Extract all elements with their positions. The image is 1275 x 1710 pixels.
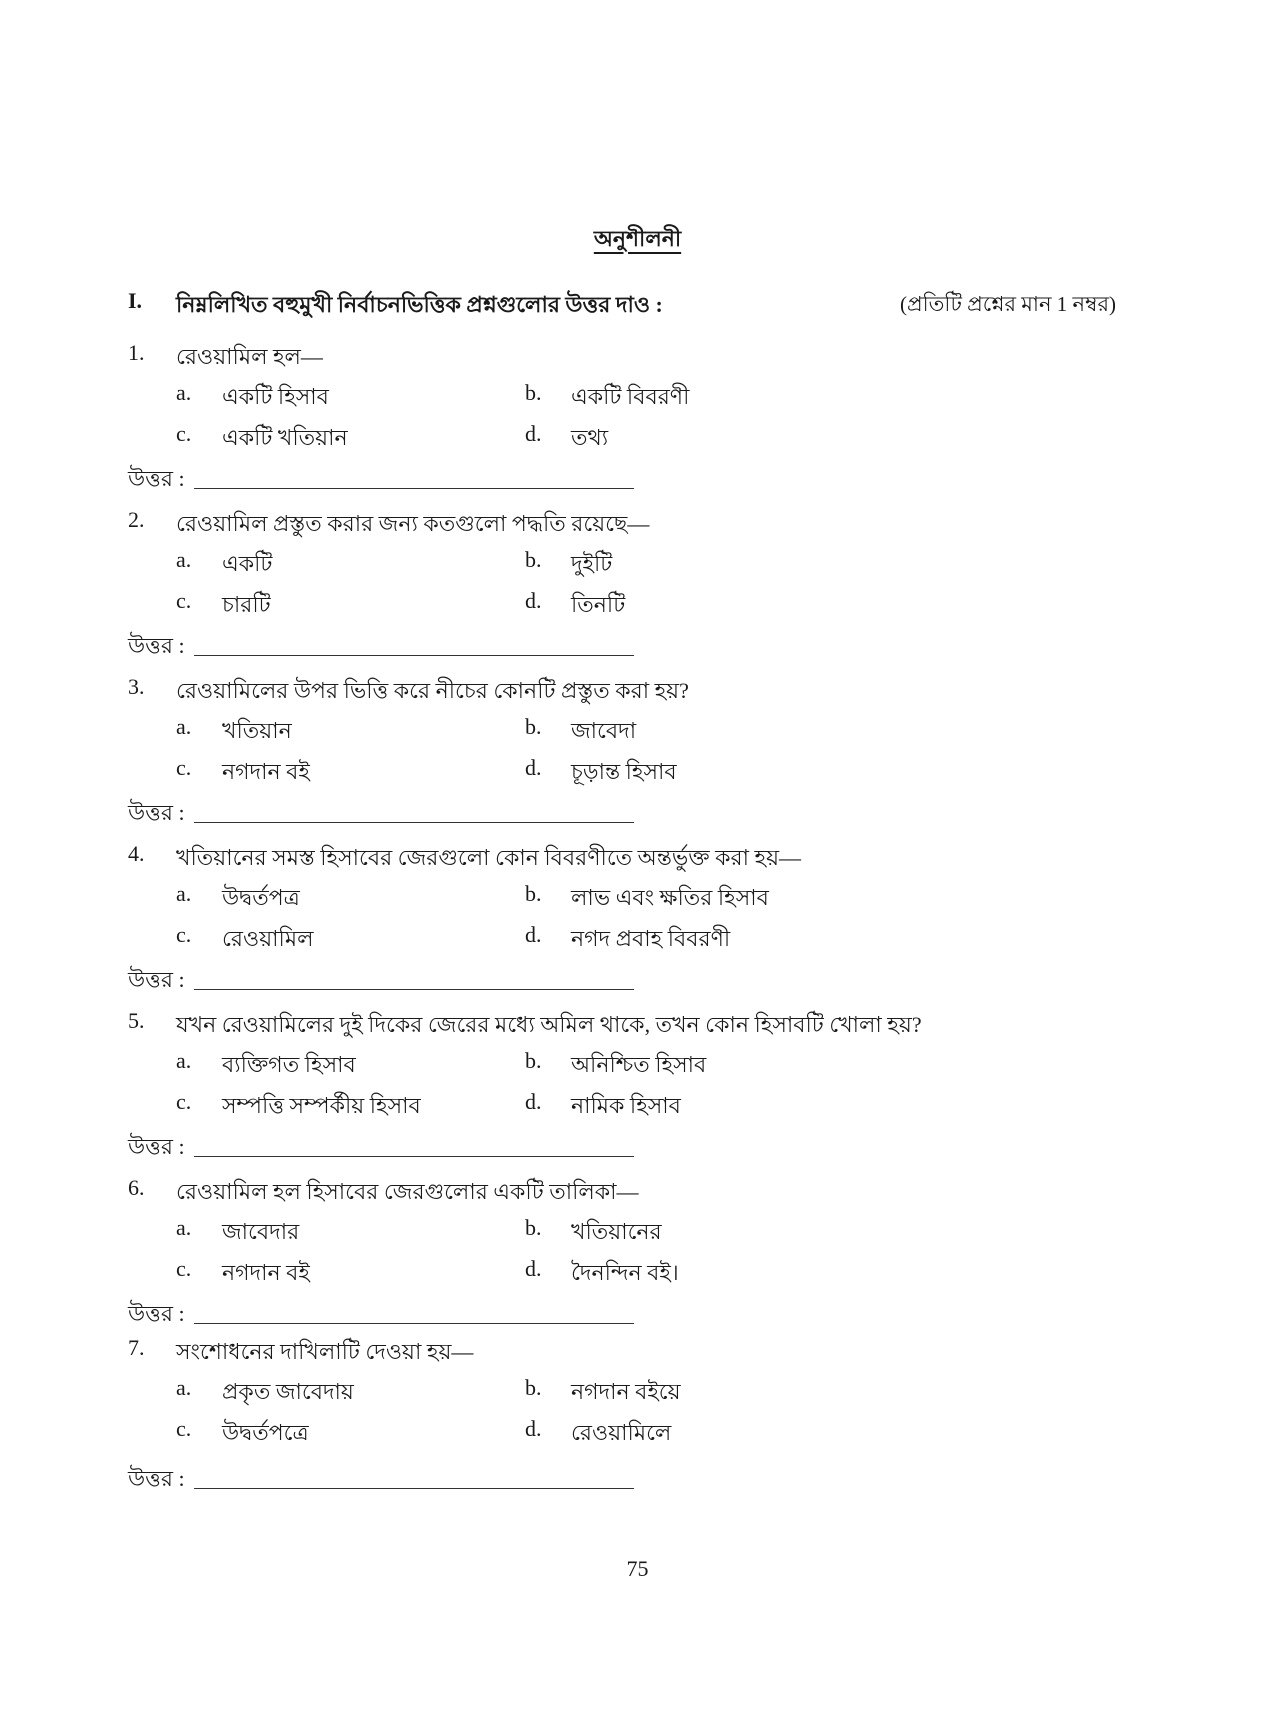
- option-text: দুইটি: [571, 551, 613, 576]
- question-number: 6.: [128, 1175, 145, 1200]
- option-label: d.: [525, 755, 542, 780]
- question-1: [128, 340, 1128, 506]
- question-4: [128, 841, 1128, 1007]
- answer-line[interactable]: [194, 1323, 634, 1324]
- option-text: খতিয়ান: [222, 718, 292, 743]
- answer-field[interactable]: [128, 629, 648, 659]
- option-label: a.: [176, 380, 192, 405]
- option-label: d.: [525, 922, 542, 947]
- question-7: [128, 1335, 1128, 1501]
- option-text: নগদান বই: [222, 759, 310, 784]
- option-label: a.: [176, 1048, 192, 1073]
- option-label: d.: [525, 1416, 542, 1441]
- answer-label: উত্তর :: [128, 800, 185, 825]
- question-text: রেওয়ামিল হল—: [176, 344, 323, 369]
- section-marks-note: (প্রতিটি প্রশ্নের মান 1 নম্বর): [900, 292, 1116, 316]
- option-label: d.: [525, 421, 542, 446]
- option-label: c.: [176, 1256, 192, 1281]
- answer-line[interactable]: [194, 655, 634, 656]
- answer-label: উত্তর :: [128, 1301, 185, 1326]
- option-label: c.: [176, 755, 192, 780]
- question-number: 1.: [128, 340, 145, 365]
- option-label: c.: [176, 588, 192, 613]
- option-label: c.: [176, 1416, 192, 1441]
- section-number: I.: [128, 288, 143, 313]
- option-text: রেওয়ামিল: [222, 926, 314, 951]
- page-heading-text: অনুশীলনী: [593, 226, 682, 251]
- answer-line[interactable]: [194, 1488, 634, 1489]
- answer-label: উত্তর :: [128, 466, 185, 491]
- section-header: [128, 288, 1128, 322]
- question-6: [128, 1175, 1128, 1341]
- question-number: 4.: [128, 841, 145, 866]
- page-number: 75: [626, 1556, 649, 1581]
- option-label: c.: [176, 1089, 192, 1114]
- answer-line[interactable]: [194, 1156, 634, 1157]
- option-label: a.: [176, 547, 192, 572]
- option-text: রেওয়ামিলে: [571, 1420, 672, 1445]
- option-label: b.: [525, 881, 542, 906]
- option-text: প্রকৃত জাবেদায়: [222, 1379, 354, 1404]
- option-text: একটি হিসাব: [222, 384, 329, 409]
- option-text: একটি খতিয়ান: [222, 425, 348, 450]
- answer-label: উত্তর :: [128, 633, 185, 658]
- option-text: জাবেদা: [571, 718, 637, 743]
- answer-field[interactable]: [128, 1297, 648, 1327]
- option-text: চারটি: [222, 592, 271, 617]
- option-text: নগদান বই: [222, 1260, 310, 1285]
- option-label: b.: [525, 380, 542, 405]
- question-text: রেওয়ামিল হল হিসাবের জেরগুলোর একটি তালিকা—: [176, 1179, 639, 1204]
- answer-field[interactable]: [128, 1130, 648, 1160]
- option-label: d.: [525, 1089, 542, 1114]
- option-text: দৈনন্দিন বই।: [571, 1260, 679, 1285]
- answer-field[interactable]: [128, 963, 648, 993]
- option-label: d.: [525, 588, 542, 613]
- question-2: [128, 507, 1128, 673]
- answer-field[interactable]: [128, 1462, 648, 1492]
- option-text: খতিয়ানের: [571, 1219, 662, 1244]
- option-label: b.: [525, 1215, 542, 1240]
- option-text: একটি: [222, 551, 273, 576]
- answer-label: উত্তর :: [128, 967, 185, 992]
- option-text: তিনটি: [571, 592, 626, 617]
- option-label: d.: [525, 1256, 542, 1281]
- option-text: একটি বিবরণী: [571, 384, 690, 409]
- question-text: সংশোধনের দাখিলাটি দেওয়া হয়—: [176, 1339, 474, 1364]
- answer-label: উত্তর :: [128, 1466, 185, 1491]
- option-label: a.: [176, 714, 192, 739]
- option-text: নগদ প্রবাহ বিবরণী: [571, 926, 731, 951]
- question-number: 2.: [128, 507, 145, 532]
- option-label: b.: [525, 1048, 542, 1073]
- option-label: a.: [176, 881, 192, 906]
- question-text: রেওয়ামিল প্রস্তুত করার জন্য কতগুলো পদ্ধতি রয়েছে—: [176, 511, 650, 536]
- option-text: চূড়ান্ত হিসাব: [571, 759, 677, 784]
- option-label: a.: [176, 1215, 192, 1240]
- answer-line[interactable]: [194, 488, 634, 489]
- option-label: b.: [525, 547, 542, 572]
- option-label: b.: [525, 1375, 542, 1400]
- option-text: জাবেদার: [222, 1219, 300, 1244]
- question-text: রেওয়ামিলের উপর ভিত্তি করে নীচের কোনটি প্রস্তুত করা হয়?: [176, 678, 689, 703]
- option-text: লাভ এবং ক্ষতির হিসাব: [571, 885, 769, 910]
- option-text: সম্পত্তি সম্পর্কীয় হিসাব: [222, 1093, 421, 1118]
- question-number: 5.: [128, 1008, 145, 1033]
- question-number: 3.: [128, 674, 145, 699]
- option-text: উদ্বর্তপত্রে: [222, 1420, 309, 1445]
- option-text: নামিক হিসাব: [571, 1093, 681, 1118]
- answer-field[interactable]: [128, 462, 648, 492]
- option-text: উদ্বর্তপত্র: [222, 885, 300, 910]
- option-text: ব্যক্তিগত হিসাব: [222, 1052, 356, 1077]
- question-3: [128, 674, 1128, 840]
- option-text: অনিশ্চিত হিসাব: [571, 1052, 707, 1077]
- answer-line[interactable]: [194, 989, 634, 990]
- option-label: b.: [525, 714, 542, 739]
- answer-label: উত্তর :: [128, 1134, 185, 1159]
- question-5: [128, 1008, 1128, 1174]
- option-text: নগদান বইয়ে: [571, 1379, 681, 1404]
- section-instruction: নিম্নলিখিত বহুমুখী নির্বাচনভিত্তিক প্রশ্নগুলোর উত্তর দাও :: [176, 292, 663, 317]
- option-text: তথ্য: [571, 425, 609, 450]
- answer-field[interactable]: [128, 796, 648, 826]
- question-text: খতিয়ানের সমস্ত হিসাবের জেরগুলো কোন বিবরণীতে অন্তর্ভুক্ত করা হয়—: [176, 845, 802, 870]
- option-label: c.: [176, 421, 192, 446]
- question-number: 7.: [128, 1335, 145, 1360]
- question-text: যখন রেওয়ামিলের দুই দিকের জেরের মধ্যে অমিল থাকে, তখন কোন হিসাবটি খোলা হয়?: [176, 1012, 922, 1037]
- option-label: a.: [176, 1375, 192, 1400]
- answer-line[interactable]: [194, 822, 634, 823]
- page-heading: [0, 222, 1275, 259]
- option-label: c.: [176, 922, 192, 947]
